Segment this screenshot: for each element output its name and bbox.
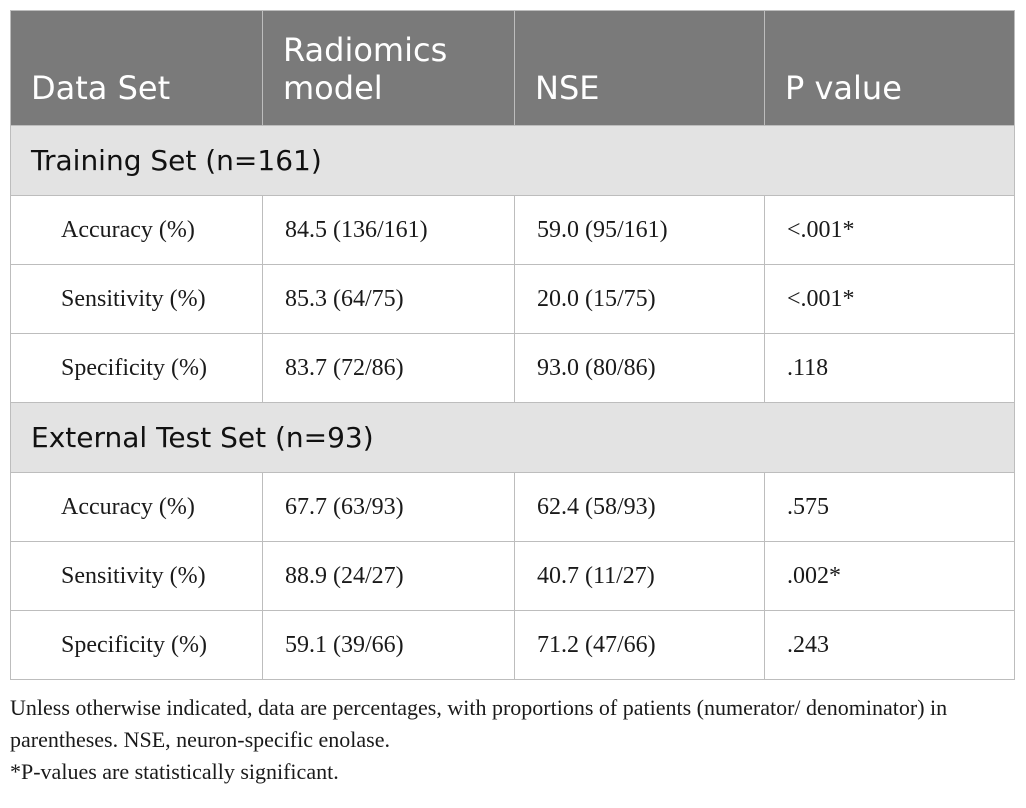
radiomics-cell: 85.3 (64/75) <box>263 265 515 334</box>
p-value-cell: .002* <box>765 542 1015 611</box>
table-row <box>11 265 1015 334</box>
p-value-cell: <.001* <box>765 196 1015 265</box>
metric-cell: Accuracy (%) <box>11 196 263 265</box>
table-footnotes <box>10 692 1016 788</box>
nse-cell: 71.2 (47/66) <box>515 611 765 680</box>
header-p-value: P value <box>765 11 1015 126</box>
p-value-cell: <.001* <box>765 265 1015 334</box>
table-body <box>11 126 1015 680</box>
table-row <box>11 542 1015 611</box>
metric-cell: Sensitivity (%) <box>11 265 263 334</box>
radiomics-cell: 83.7 (72/86) <box>263 334 515 403</box>
table-header <box>11 11 1015 126</box>
metric-cell: Specificity (%) <box>11 611 263 680</box>
table-row <box>11 196 1015 265</box>
radiomics-cell: 59.1 (39/66) <box>263 611 515 680</box>
metric-cell: Sensitivity (%) <box>11 542 263 611</box>
table-row <box>11 611 1015 680</box>
header-data-set: Data Set <box>11 11 263 126</box>
footnote-general: Unless otherwise indicated, data are percentages, with proportions of patients (numerator/ denominator) in parentheses. NSE, neuron-specific enolase. <box>10 695 948 752</box>
section-row-training <box>11 126 1015 196</box>
header-radiomics-model: Radiomics model <box>263 11 515 126</box>
radiomics-cell: 84.5 (136/161) <box>263 196 515 265</box>
header-nse: NSE <box>515 11 765 126</box>
nse-cell: 62.4 (58/93) <box>515 473 765 542</box>
section-title: External Test Set (n=93) <box>11 403 1015 473</box>
metric-cell: Accuracy (%) <box>11 473 263 542</box>
results-table-container <box>10 10 1014 680</box>
nse-cell: 40.7 (11/27) <box>515 542 765 611</box>
footnote-significance: *P-values are statistically significant. <box>10 759 339 784</box>
radiomics-cell: 88.9 (24/27) <box>263 542 515 611</box>
section-row-external-test <box>11 403 1015 473</box>
nse-cell: 93.0 (80/86) <box>515 334 765 403</box>
nse-cell: 59.0 (95/161) <box>515 196 765 265</box>
p-value-cell: .575 <box>765 473 1015 542</box>
comparison-table <box>10 10 1015 680</box>
table-row <box>11 473 1015 542</box>
nse-cell: 20.0 (15/75) <box>515 265 765 334</box>
radiomics-cell: 67.7 (63/93) <box>263 473 515 542</box>
section-title: Training Set (n=161) <box>11 126 1015 196</box>
p-value-cell: .118 <box>765 334 1015 403</box>
metric-cell: Specificity (%) <box>11 334 263 403</box>
p-value-cell: .243 <box>765 611 1015 680</box>
table-row <box>11 334 1015 403</box>
header-row <box>11 11 1015 126</box>
